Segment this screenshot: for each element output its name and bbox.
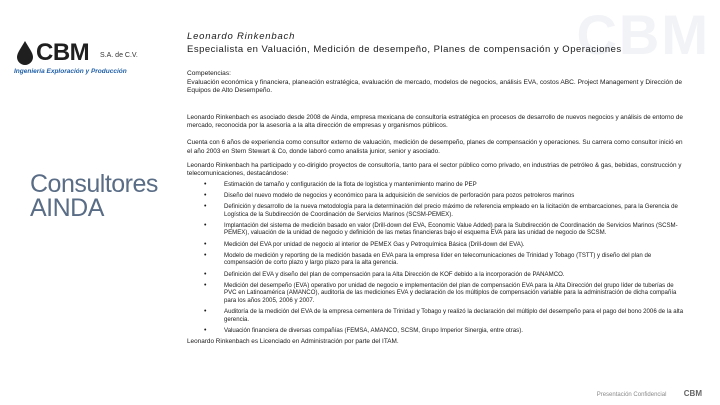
person-role: Especialista en Valuación, Medición de desempeño, Planes de compensación y Operaciones [187,44,622,55]
list-item: • Definición y desarrollo de la nueva metodología para la determinación del precio máximo de referencia empleado en la licitación de embarcaciones, para la Gerencia de Logística de la Subdirección de Coordinación de Servicios Marinos (SCSM-PEMEX). [187,203,687,219]
logo-name: CBM [36,39,90,66]
brand-name [30,172,158,220]
list-item: • Modelo de medición y reporting de la medición basada en EVA para la empresa líder en telecomunicaciones de Trinidad y Tobago (TSTT) y diseño del plan de compensación de corto plazo y largo plazo para la alta gerencia. [187,252,687,268]
brand-line-2: AINDA [30,194,104,222]
cbm-logo [14,38,174,78]
project-list [187,181,687,335]
list-item: • Auditoría de la medición del EVA de la empresa cementera de Trinidad y Tobago y realizó la declaración del múltiplo del desempeño para el pago del bono 2006 de la alta gerencia. [187,308,687,324]
logo-suffix: S.A. de C.V. [100,52,138,59]
sidebar [0,0,180,405]
profile-content [187,30,687,347]
list-item: • Estimación de tamaño y configuración de la flota de logística y mantenimiento marino de PEP [187,181,687,189]
list-item: • Implantación del sistema de medición basado en valor (Drill-down del EVA, Economic Value Added) para la Subdirección de Coordinación de Servicios Marinos (SCSM-PEMEX), valuación de la unidad de negocio y definición de las metas financieras bajo el esquema EVA para las unidad de negocio de SCSM. [187,222,687,238]
competencias-text: Evaluación económica y financiera, planeación estratégica, evaluación de mercado, modelos de negocios, análisis EVA, costos ABC. Project Management y Dirección de Equipos de Alto Desempeño. [187,78,683,95]
watermark-logo: CBM [576,3,710,66]
person-name: Leonardo Rinkenbach [187,31,296,42]
footer [597,389,702,398]
list-item: • Medición del EVA por unidad de negocio al interior de PEMEX Gas y Petroquímica Básica (Drill-down del EVA). [187,241,687,249]
footer-logo: CBM [683,389,702,398]
competencias-title: Competencias: [187,70,231,77]
list-item: • Diseño del nuevo modelo de negocios y económico para la adquisición de servicios de perforación para pozos petroleros marinos [187,192,687,200]
footer-confidential-label: Presentación Confidencial [596,392,667,398]
competencias-block [187,70,687,96]
logo-tagline: Ingeniería Exploración y Producción [14,68,127,75]
list-item: • Medición del desempeño (EVA) operativo por unidad de negocio e implementación del plan de compensación EVA para la Alta Dirección del grupo líder de tuberías de PVC en Latinoamérica (AMANCO), auditoría de las mediciones EVA y declaración de los múltiplos de compensación variable para la administración de dicha compañía para los años 2005, 2006 y 2007. [187,282,687,305]
paragraph-intro: Leonardo Rinkenbach es asociado desde 2008 de Ainda, empresa mexicana de consultoría estratégica en procesos de desarrollo de nuevos negocios y análisis de entorno de mercado, reconocida por la asesoría a la alta dirección de empresas y organismos públicos. [187,113,683,130]
paragraph-experience: Cuenta con 6 años de experiencia como consultor externo de valuación, medición de desempeño, planes de compensación y operaciones. Su carrera como consultor inició en el año 2003 en Stern Stewart & Co, donde laboró como analista junior, senior y asociado. [187,139,683,155]
paragraph-education: Leonardo Rinkenbach es Licenciado en Administración por parte del ITAM. [187,338,399,346]
paragraph-projects: Leonardo Rinkenbach ha participado y co-dirigido proyectos de consultoría, tanto para el sector público como privado, en industrias de petróleo & gas, bebidas, construcción y telecomunicaciones, destacándose: [187,161,682,178]
list-item: • Valuación financiera de diversas compañías (FEMSA, AMANCO, SCSM, Grupo Imperior Sinergia, entre otras). [187,327,687,335]
brand-line-1: Consultores [30,170,158,198]
list-item: • Definición del EVA y diseño del plan de compensación para la Alta Dirección de KOF debido a la incorporación de PANAMCO. [187,271,687,279]
drop-icon [14,40,36,66]
